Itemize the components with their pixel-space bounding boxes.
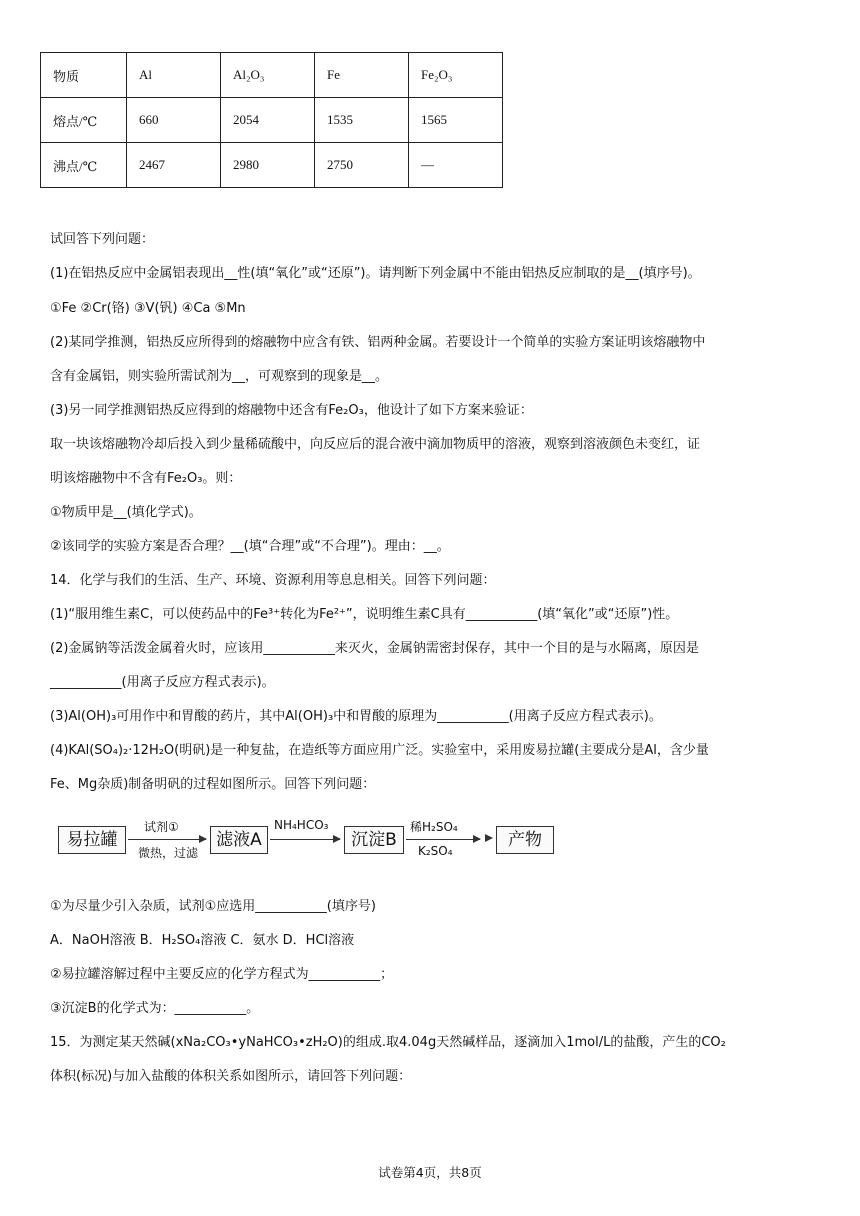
table-cell: 2054 bbox=[221, 98, 315, 143]
text-line: 试回答下列问题： bbox=[50, 232, 155, 247]
property-table bbox=[40, 52, 503, 188]
flow-arrow bbox=[270, 839, 340, 840]
page-footer: 试卷第4页，共8页 bbox=[378, 1165, 482, 1180]
table-cell: Al bbox=[127, 53, 221, 98]
table-cell: 2750 bbox=[315, 143, 409, 188]
flow-label-reagent: 试剂① bbox=[144, 820, 179, 834]
flow-box-filtrate-a: 滤液A bbox=[210, 826, 268, 854]
text-line: ②该同学的实验方案是否合理？__(填“合理”或“不合理”)。理由：__。 bbox=[50, 539, 450, 554]
table-cell: 物质 bbox=[41, 53, 127, 98]
text-line: (2)某同学推测，铝热反应所得到的熔融物中应含有铁、铝两种金属。若要设计一个简单的实验方案证明该熔融物中 bbox=[50, 335, 706, 350]
text-line: ③沉淀B的化学式为：___________。 bbox=[50, 1001, 260, 1016]
text-line: (3)另一同学推测铝热反应得到的熔融物中还含有Fe₂O₃，他设计了如下方案来验证： bbox=[50, 403, 533, 418]
text-line: (1)“服用维生素C，可以使药品中的Fe³⁺转化为Fe²⁺”，说明维生素C具有___________(填“氧化”或“还原”)性。 bbox=[50, 607, 679, 622]
alum-process-flowchart bbox=[58, 820, 558, 860]
text-line: Fe、Mg杂质)制备明矾的过程如图所示。回答下列问题： bbox=[50, 777, 376, 792]
text-line: 明该熔融物中不含有Fe₂O₃。则： bbox=[50, 471, 242, 486]
flow-box-precipitate-b: 沉淀B bbox=[344, 826, 404, 854]
text-line: 含有金属铝，则实验所需试剂为__，可观察到的现象是__。 bbox=[50, 369, 389, 384]
flow-label-h2so4: 稀H₂SO₄ bbox=[410, 820, 458, 834]
flow-label-condition: 微热，过滤 bbox=[138, 846, 199, 860]
table-cell: 1535 bbox=[315, 98, 409, 143]
text-line: ②易拉罐溶解过程中主要反应的化学方程式为___________； bbox=[50, 967, 394, 982]
table-row bbox=[41, 143, 503, 188]
text-line: (4)KAl(SO₄)₂·12H₂O(明矾)是一种复盐，在造纸等方面应用广泛。实验室中，采用废易拉罐(主要成分是Al，含少量 bbox=[50, 743, 709, 758]
flow-box-product: 产物 bbox=[496, 826, 554, 854]
table-cell: 2467 bbox=[127, 143, 221, 188]
table-cell: 沸点/℃ bbox=[41, 143, 127, 188]
text-line: ①物质甲是__(填化学式)。 bbox=[50, 505, 202, 520]
table-row bbox=[41, 53, 503, 98]
text-line: 体积(标况)与加入盐酸的体积关系如图所示，请回答下列问题： bbox=[50, 1069, 412, 1084]
table-row bbox=[41, 98, 503, 143]
text-line: ___________(用离子反应方程式表示)。 bbox=[50, 675, 275, 690]
text-line: ①为尽量少引入杂质，试剂①应选用___________(填序号) bbox=[50, 899, 376, 914]
table-cell: 1565 bbox=[409, 98, 503, 143]
text-line: (2)金属钠等活泼金属着火时，应该用___________来灭火，金属钠需密封保存，其中一个目的是与水隔离，原因是 bbox=[50, 641, 699, 656]
answer-options: A．NaOH溶液 B．H₂SO₄溶液 C．氨水 D．HCl溶液 bbox=[50, 933, 355, 948]
flow-label-nh4hco3: NH₄HCO₃ bbox=[274, 818, 329, 832]
table-cell: Al₂O₃ bbox=[221, 53, 315, 98]
text-line: (3)Al(OH)₃可用作中和胃酸的药片，其中Al(OH)₃中和胃酸的原理为___________(用离子反应方程式表示)。 bbox=[50, 709, 662, 724]
flow-arrow bbox=[128, 839, 206, 840]
table-cell: Fe bbox=[315, 53, 409, 98]
text-line: 取一块该熔融物冷却后投入到少量稀硫酸中，向反应后的混合液中滴加物质甲的溶液，观察到溶液颜色未变红，证 bbox=[50, 437, 701, 452]
question-15-heading: 15．为测定某天然碱(xNa₂CO₃•yNaHCO₃•zH₂O)的组成.取4.04g天然碱样品，逐滴加入1mol/L的盐酸，产生的CO₂ bbox=[50, 1035, 726, 1050]
text-line: (1)在铝热反应中金属铝表现出__性(填“氧化”或“还原”)。请判断下列金属中不能由铝热反应制取的是__(填序号)。 bbox=[50, 266, 701, 281]
flow-label-k2so4: K₂SO₄ bbox=[418, 844, 453, 858]
text-line: ①Fe ②Cr(铬) ③V(钒) ④Ca ⑤Mn bbox=[50, 301, 246, 316]
table-cell: Fe₂O₃ bbox=[409, 53, 503, 98]
table-cell: 2980 bbox=[221, 143, 315, 188]
table-cell: 熔点/℃ bbox=[41, 98, 127, 143]
flow-box-can: 易拉罐 bbox=[58, 826, 126, 854]
flow-arrow bbox=[406, 839, 480, 840]
table-cell: — bbox=[409, 143, 503, 188]
question-14-heading: 14．化学与我们的生活、生产、环境、资源利用等息息相关。回答下列问题： bbox=[50, 573, 496, 588]
table-cell: 660 bbox=[127, 98, 221, 143]
